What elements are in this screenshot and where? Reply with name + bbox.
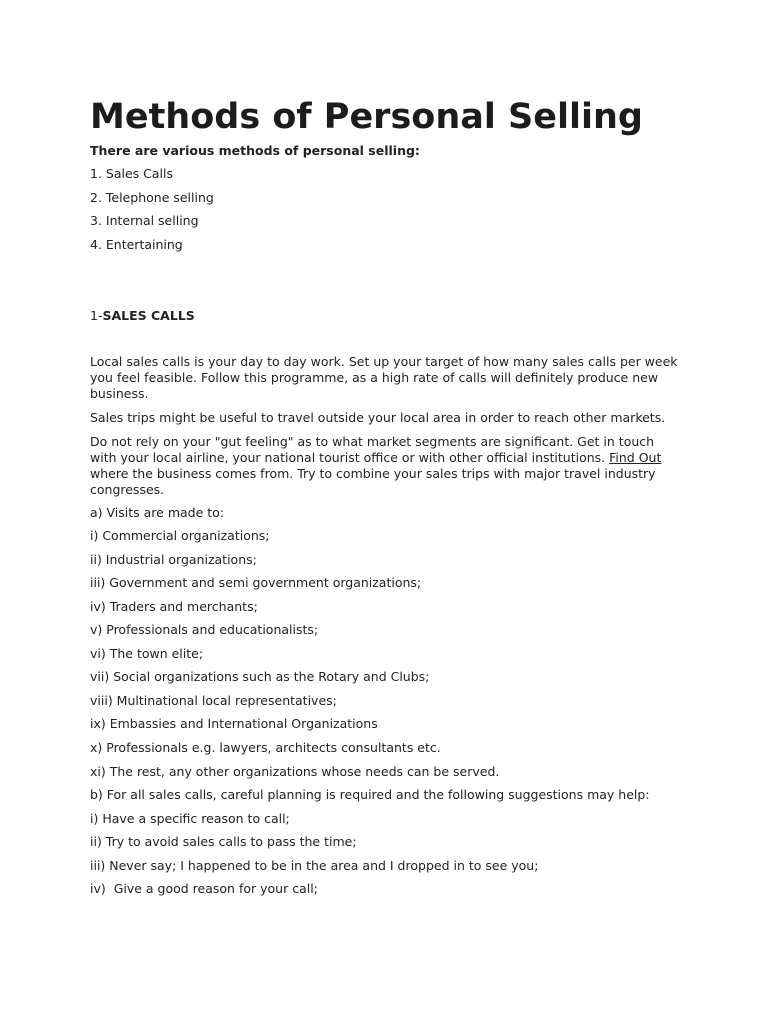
visit-item: ii) Industrial organizations; <box>90 552 257 567</box>
section-heading <box>90 308 195 324</box>
visit-item: xi) The rest, any other organizations whose needs can be served. <box>90 764 500 779</box>
paragraph-local-sales: Local sales calls is your day to day work. Set up your target of how many sales calls per week you feel feasible. Follow this programme, as a high rate of calls will definitely produce new business. <box>90 354 678 401</box>
page-title: Methods of Personal Selling <box>90 97 643 137</box>
paragraph-text: Do not rely on your "gut feeling" as to what market segments are significant. Get in touch with your local airline, your national tourist office or with other official institutions. <box>90 434 655 465</box>
visit-item: iv) Traders and merchants; <box>90 599 258 614</box>
visit-item: viii) Multinational local representatives; <box>90 693 337 708</box>
suggestion-item: ii) Try to avoid sales calls to pass the time; <box>90 834 357 849</box>
find-out-link[interactable]: Find Out <box>609 450 662 465</box>
visit-item: ix) Embassies and International Organizations <box>90 716 378 731</box>
method-item: 4. Entertaining <box>90 237 183 252</box>
paragraph-sales-trips: Sales trips might be useful to travel outside your local area in order to reach other markets. <box>90 410 666 425</box>
visit-item: v) Professionals and educationalists; <box>90 622 319 637</box>
visits-heading: a) Visits are made to: <box>90 505 225 520</box>
visit-item: iii) Government and semi government organizations; <box>90 575 422 590</box>
section-number: 1- <box>90 308 103 323</box>
suggestion-item: iii) Never say; I happened to be in the area and I dropped in to see you; <box>90 858 539 873</box>
method-item: 1. Sales Calls <box>90 166 173 181</box>
paragraph-gut-feeling <box>90 434 680 498</box>
planning-heading: b) For all sales calls, careful planning is required and the following suggestions may help: <box>90 787 650 802</box>
paragraph-text: where the business comes from. Try to combine your sales trips with major travel industry congresses. <box>90 466 656 497</box>
visit-item: x) Professionals e.g. lawyers, architects consultants etc. <box>90 740 441 755</box>
method-item: 3. Internal selling <box>90 213 199 228</box>
visit-item: vi) The town elite; <box>90 646 204 661</box>
intro-text: There are various methods of personal selling: <box>90 143 420 158</box>
suggestion-item: iv) Give a good reason for your call; <box>90 881 318 896</box>
method-item: 2. Telephone selling <box>90 190 214 205</box>
visit-item: vii) Social organizations such as the Rotary and Clubs; <box>90 669 430 684</box>
section-title: SALES CALLS <box>102 308 195 323</box>
suggestion-item: i) Have a specific reason to call; <box>90 811 290 826</box>
visit-item: i) Commercial organizations; <box>90 528 270 543</box>
